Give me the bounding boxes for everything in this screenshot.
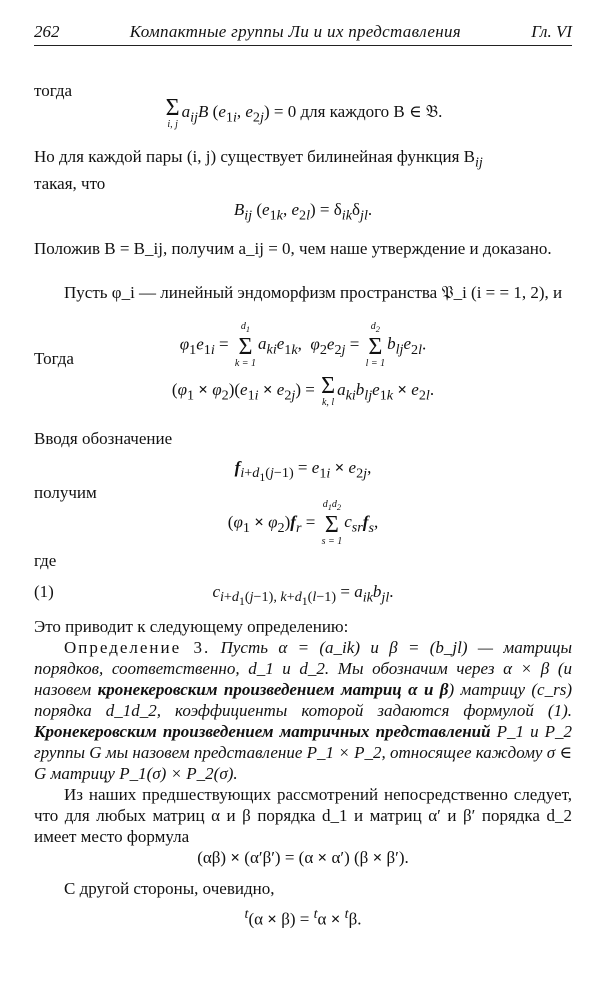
equation-phi-tensor: $(\varphi_1 \times \varphi_2)(e_{1i} \times e_{2j})$ = Σ k, l $a_{ki}b_{lj}e_{1k} \times e_{2l}$. bbox=[171, 373, 435, 408]
paragraph-no-dlya: Но для каждой пары (i, j) существует билинейная функция $B_{ij}$ такая, что bbox=[34, 147, 483, 194]
definition-label: Определение 3. bbox=[64, 638, 211, 657]
equation-bij: $B_{ij}$ ($e_{1k}$, $e_{2l}) = \delta_{ik}\delta_{jl}$. bbox=[233, 200, 373, 224]
paragraph-polozhiv: Положив B = B_ij, получим a_ij = 0, чем наше утверждение и доказано. bbox=[34, 239, 552, 258]
equation-sum-bilinear: Σ i, j $a_{ij}B$ ($e_{1i}$, $e_{2j}) = 0$ для каждого B ∈ 𝔅. bbox=[165, 95, 443, 130]
eq1-tail: = 0 для каждого B ∈ 𝔅. bbox=[273, 101, 443, 121]
equation-phi: $\varphi_1e_{1i}$ = $d_1$ Σ k = 1 $a_{ki}e_{1k}$, $\varphi_2e_{2j}$ = $d_2$ Σ l = 1 $b_{lj}e_{2l}$. bbox=[179, 321, 427, 369]
paragraph-pust: Пусть φ_i — линейный эндоморфизм пространства 𝔓_i (i = = 1, 2), и bbox=[64, 283, 563, 302]
paragraph-iz-nashih: Из наших предшествующих рассмотрений непосредственно следует, что для любых матриц α и β порядка d_1 и матриц α′ и β′ порядка d_2 имеет место формула bbox=[34, 785, 572, 846]
definition-3 bbox=[34, 637, 572, 784]
definition-text-3: P_1 и P_2 группы G мы назовем представление P_1 × P_2, относящее каждому σ ∈ G матрицу P_1(σ) × P_2(σ). bbox=[34, 722, 572, 783]
page-header bbox=[34, 22, 572, 46]
text-vvodya: Вводя обозначение bbox=[34, 429, 173, 448]
text-no-dlya: Но для каждой пары (i, j) существует билинейная функция B bbox=[34, 147, 475, 166]
text-poluchim: получим bbox=[34, 483, 97, 502]
running-title: Компактные группы Ли и их представления bbox=[129, 22, 461, 41]
text-togda-2: Тогда bbox=[34, 349, 74, 368]
definition-text-2: ) матрицу (c_rs) порядка d_1d_2, коэффициенты которой задаются формулой (1). bbox=[34, 680, 572, 720]
equation-f-notation: $f_{i+d_1(j-1)} = e_{1i} \times e_{2j}$, bbox=[234, 458, 372, 485]
text-takaya: такая, что bbox=[34, 174, 106, 194]
equation-1-kronecker: $c_{i+d_1(j-1), k+d_1(l-1)} = a_{ik}b_{jl}$. bbox=[212, 582, 394, 609]
page-number: 262 bbox=[34, 22, 60, 41]
equation-product-formula: (αβ) × (α′β′) = (α × α′) (β × β′). bbox=[197, 848, 409, 867]
text-gde: где bbox=[34, 551, 57, 570]
text-s-drugoy: С другой стороны, очевидно, bbox=[64, 879, 275, 898]
definition-text-1: Пусть α = (a_ik) и β = (b_jl) — матрицы порядков, соответственно, d_1 и d_2. Мы обозначим через α × β (и назовем bbox=[34, 638, 572, 699]
chapter-label: Гл. VI bbox=[531, 22, 572, 41]
equation-phi-f: $(\varphi_1 \times \varphi_2)f_r$ = $d_1d_2$ Σ s = 1 $c_{sr}f_s$, bbox=[227, 499, 379, 547]
definition-bold-2: Кронекеровским произведением матричных представлений bbox=[34, 722, 491, 741]
equation-transpose: $^t$(α × β) = $^t$α × $^t$β. bbox=[244, 906, 362, 929]
text-togda-1: тогда bbox=[34, 81, 73, 100]
page bbox=[34, 22, 572, 929]
equation-number-1: (1) bbox=[34, 582, 54, 601]
text-eto-privodit: Это приводит к следующему определению: bbox=[34, 617, 349, 636]
definition-bold-1: кронекеровским произведением матриц α и β bbox=[97, 680, 449, 699]
